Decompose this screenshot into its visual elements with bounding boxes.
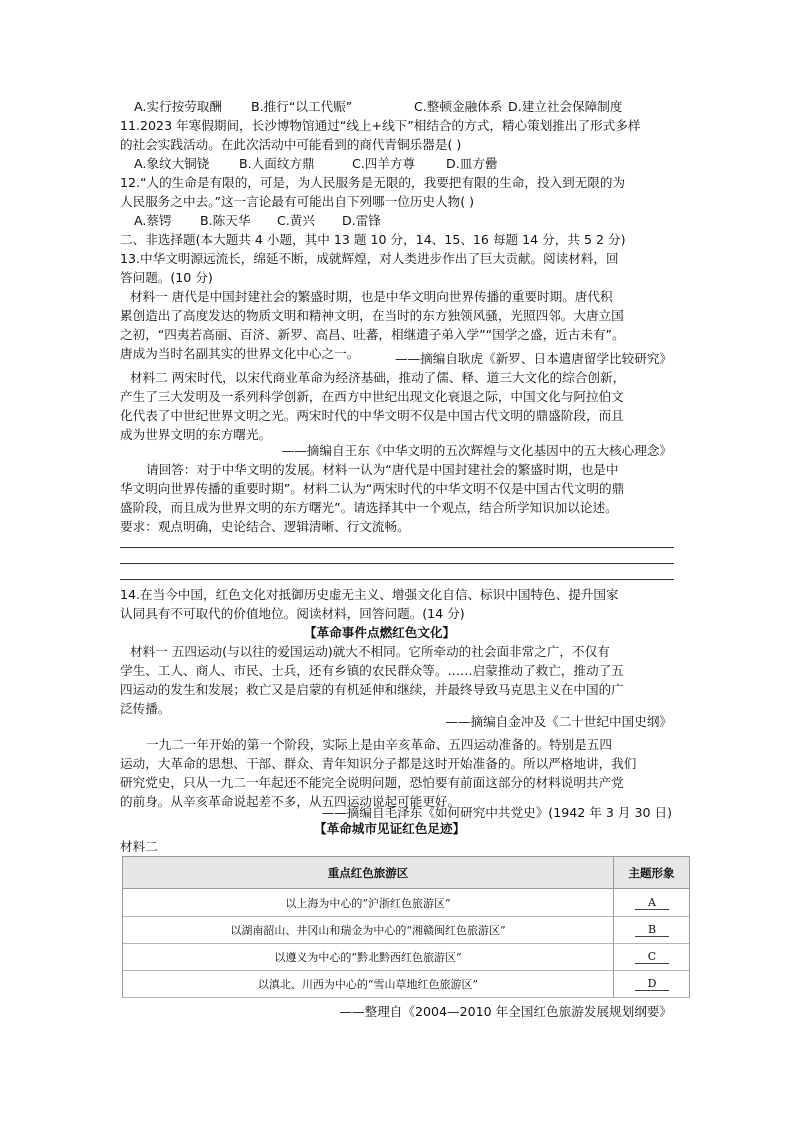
- q13-material2-line: 产生了三大发明及一系列科学创新，在西方中世纪出现文化衰退之际，中国文化与阿拉伯文: [120, 389, 624, 404]
- q14-heading-events: 【革命事件点燃红色文化】: [304, 625, 456, 640]
- red-tourism-table: [122, 856, 690, 998]
- q10-option-b[interactable]: B.推行“以工代赈”: [251, 99, 353, 114]
- q13-material1-line: 唐成为当时名副其实的世界文化中心之一。: [120, 346, 360, 361]
- q13-material2-source: ——摘编自王东《中华文明的五次辉煌与文化基因中的五大核心理念》: [281, 443, 672, 458]
- table-cell-theme[interactable]: C: [647, 950, 657, 963]
- q14-material1a-source: ——摘编自金冲及《二十世纪中国史纲》: [445, 714, 672, 729]
- table-cell-area: 以上海为中心的“沪浙红色旅游区”: [285, 897, 451, 910]
- q12-stem-line1: 12.“人的生命是有限的，可是，为人民服务是无限的，我要把有限的生命，投入到无限的为: [120, 175, 626, 190]
- answer-line[interactable]: [120, 563, 674, 564]
- q14-material1a-line: 四运动的发生和发展；救亡又是启蒙的有机延伸和继续，并最终导致马克思主义在中国的广: [120, 682, 624, 697]
- q10-option-d[interactable]: D.建立社会保障制度: [508, 99, 623, 114]
- table-cell-area: 以遵义为中心的“黔北黔西红色旅游区”: [274, 951, 462, 964]
- q11-option-b[interactable]: B.人面纹方鼎: [239, 156, 315, 171]
- q14-stem-line1: 14.在当今中国，红色文化对抵御历史虚无主义、增强文化自信、标识中国特色、提升国家: [120, 587, 619, 602]
- q13-material1-source: ——摘编自耿虎《新罗、日本遣唐留学比较研究》: [394, 351, 672, 366]
- q14-material1b-line: 运动，大革命的思想、干部、群众、青年知识分子都是这时开始准备的。所以严格地讲，我们: [120, 756, 637, 771]
- table-header-area: 重点红色旅游区: [327, 866, 409, 880]
- table-cell-theme[interactable]: B: [647, 923, 657, 936]
- table-row: [123, 889, 689, 917]
- q13-material1-line: 之初，“四夷若高丽、百济、新罗、高昌、吐蕃，相继遣子弟入学”“国学之盛，近古未有”。: [120, 327, 625, 342]
- table-cell-area: 以滇北、川西为中心的“雪山草地红色旅游区”: [257, 978, 479, 991]
- fill-in-blank-line: [635, 909, 669, 910]
- q14-material1a-line: 泛传播。: [120, 701, 171, 716]
- q11-stem-line2: 的社会实践活动。在此次活动中可能看到的商代青铜乐器是( ): [120, 137, 462, 152]
- section2-heading: 二、非选择题(本大题共 4 小题，其中 13 题 10 分，14、15、16 每题 14 分，共 5 2 分): [120, 232, 626, 247]
- q14-material1b-line: 的前身。从辛亥革命说起差不多，从五四运动说起可能更好。: [120, 794, 461, 809]
- q13-stem-line1: 13.中华文明源远流长，绵延不断，成就辉煌，对人类进步作出了巨大贡献。阅读材料，回: [120, 251, 619, 266]
- q10-option-a[interactable]: A.实行按劳取酬: [134, 99, 222, 114]
- table-header-theme: 主题形象: [628, 866, 675, 880]
- q10-option-c[interactable]: C.整顿金融体系: [414, 99, 503, 114]
- q13-material1-line: 材料一 唐代是中国封建社会的繁盛时期，也是中华文明向世界传播的重要时期。唐代积: [130, 289, 613, 304]
- fill-in-blank-line: [635, 990, 669, 991]
- table-row: [123, 943, 689, 971]
- q14-material1b-source: ——摘编自毛泽东《如何研究中共党史》(1942 年 3 月 30 日): [321, 805, 672, 820]
- q13-question-line: 要求：观点明确，史论结合、逻辑清晰、行文流畅。: [120, 519, 410, 534]
- table-row: [123, 916, 689, 944]
- q14-material2-source: ——整理自《2004—2010 年全国红色旅游发展规划纲要》: [339, 1004, 672, 1019]
- table-cell-area: 以湖南韶山、井冈山和瑞金为中心的“湘赣闽红色旅游区”: [230, 924, 506, 937]
- q11-option-d[interactable]: D.皿方罍: [446, 156, 498, 171]
- q13-question-line: 华文明向世界传播的重要时期”。材料二认为“两宋时代的中华文明不仅是中国古代文明的鼎: [120, 481, 625, 496]
- q14-heading-cities: 【革命城市见证红色足迹】: [314, 821, 466, 836]
- q14-material1a-line: 材料一 五四运动(与以往的爱国运动)就大不相同。它所牵动的社会面非常之广，不仅有: [130, 644, 610, 659]
- q11-option-a[interactable]: A.象纹大铜铙: [134, 156, 210, 171]
- q14-stem-line2: 认同具有不可取代的价值地位。阅读材料，回答问题。(14 分): [120, 606, 465, 621]
- q13-material2-line: 成为世界文明的东方曙光。: [120, 427, 272, 442]
- q12-option-a[interactable]: A.蔡锷: [134, 213, 172, 228]
- q12-option-b[interactable]: B.陈天华: [200, 213, 251, 228]
- answer-line[interactable]: [120, 547, 674, 548]
- q13-question-line: 盛阶段，而且成为世界文明的东方曙光”。请选择其中一个观点，结合所学知识加以论述。: [120, 500, 618, 515]
- q13-question-line: 请回答：对于中华文明的发展。材料一认为“唐代是中国封建社会的繁盛时期，也是中: [146, 462, 619, 477]
- q11-option-c[interactable]: C.四羊方尊: [352, 156, 416, 171]
- table-cell-theme[interactable]: A: [648, 896, 656, 909]
- q12-option-d[interactable]: D.雷锋: [342, 213, 381, 228]
- fill-in-blank-line: [635, 963, 669, 964]
- q12-option-c[interactable]: C.黄兴: [277, 213, 315, 228]
- table-cell-theme[interactable]: D: [647, 977, 657, 990]
- q13-material2-line: 材料二 两宋时代，以宋代商业革命为经济基础，推动了儒、释、道三大文化的综合创新，: [130, 370, 626, 385]
- fill-in-blank-line: [635, 936, 669, 937]
- table-header: [123, 857, 689, 889]
- q12-stem-line2: 人民服务之中去。”这一言论最有可能出自下列哪一位历史人物( ): [120, 194, 475, 209]
- table-row: [123, 970, 689, 998]
- q14-material1b-line: 研究党史，只从一九二一年起还不能完全说明问题，恐怕要有前面这部分的材料说明共产党: [120, 775, 624, 790]
- q11-stem-line1: 11.2023 年寒假期间，长沙博物馆通过“线上+线下”相结合的方式，精心策划推出了形式多样: [120, 118, 641, 133]
- answer-line[interactable]: [120, 579, 674, 580]
- q14-material2-label: 材料二: [120, 839, 158, 854]
- q13-material1-line: 累创造出了高度发达的物质文明和精神文明，在当时的东方独领风骚，光照四邻。大唐立国: [120, 308, 624, 323]
- q13-stem-line2: 答问题。(10 分): [120, 270, 213, 285]
- q13-material2-line: 化代表了中世纪世界文明之光。两宋时代的中华文明不仅是中国古代文明的鼎盛阶段，而且: [120, 408, 624, 423]
- table-column-divider: [613, 857, 614, 997]
- q14-material1b-line: 一九二一年开始的第一个阶段，实际上是由辛亥革命、五四运动准备的。特别是五四: [146, 737, 612, 752]
- q14-material1a-line: 学生、工人、商人、市民、士兵，还有乡镇的农民群众等。……启蒙推动了救亡，推动了五: [120, 663, 624, 678]
